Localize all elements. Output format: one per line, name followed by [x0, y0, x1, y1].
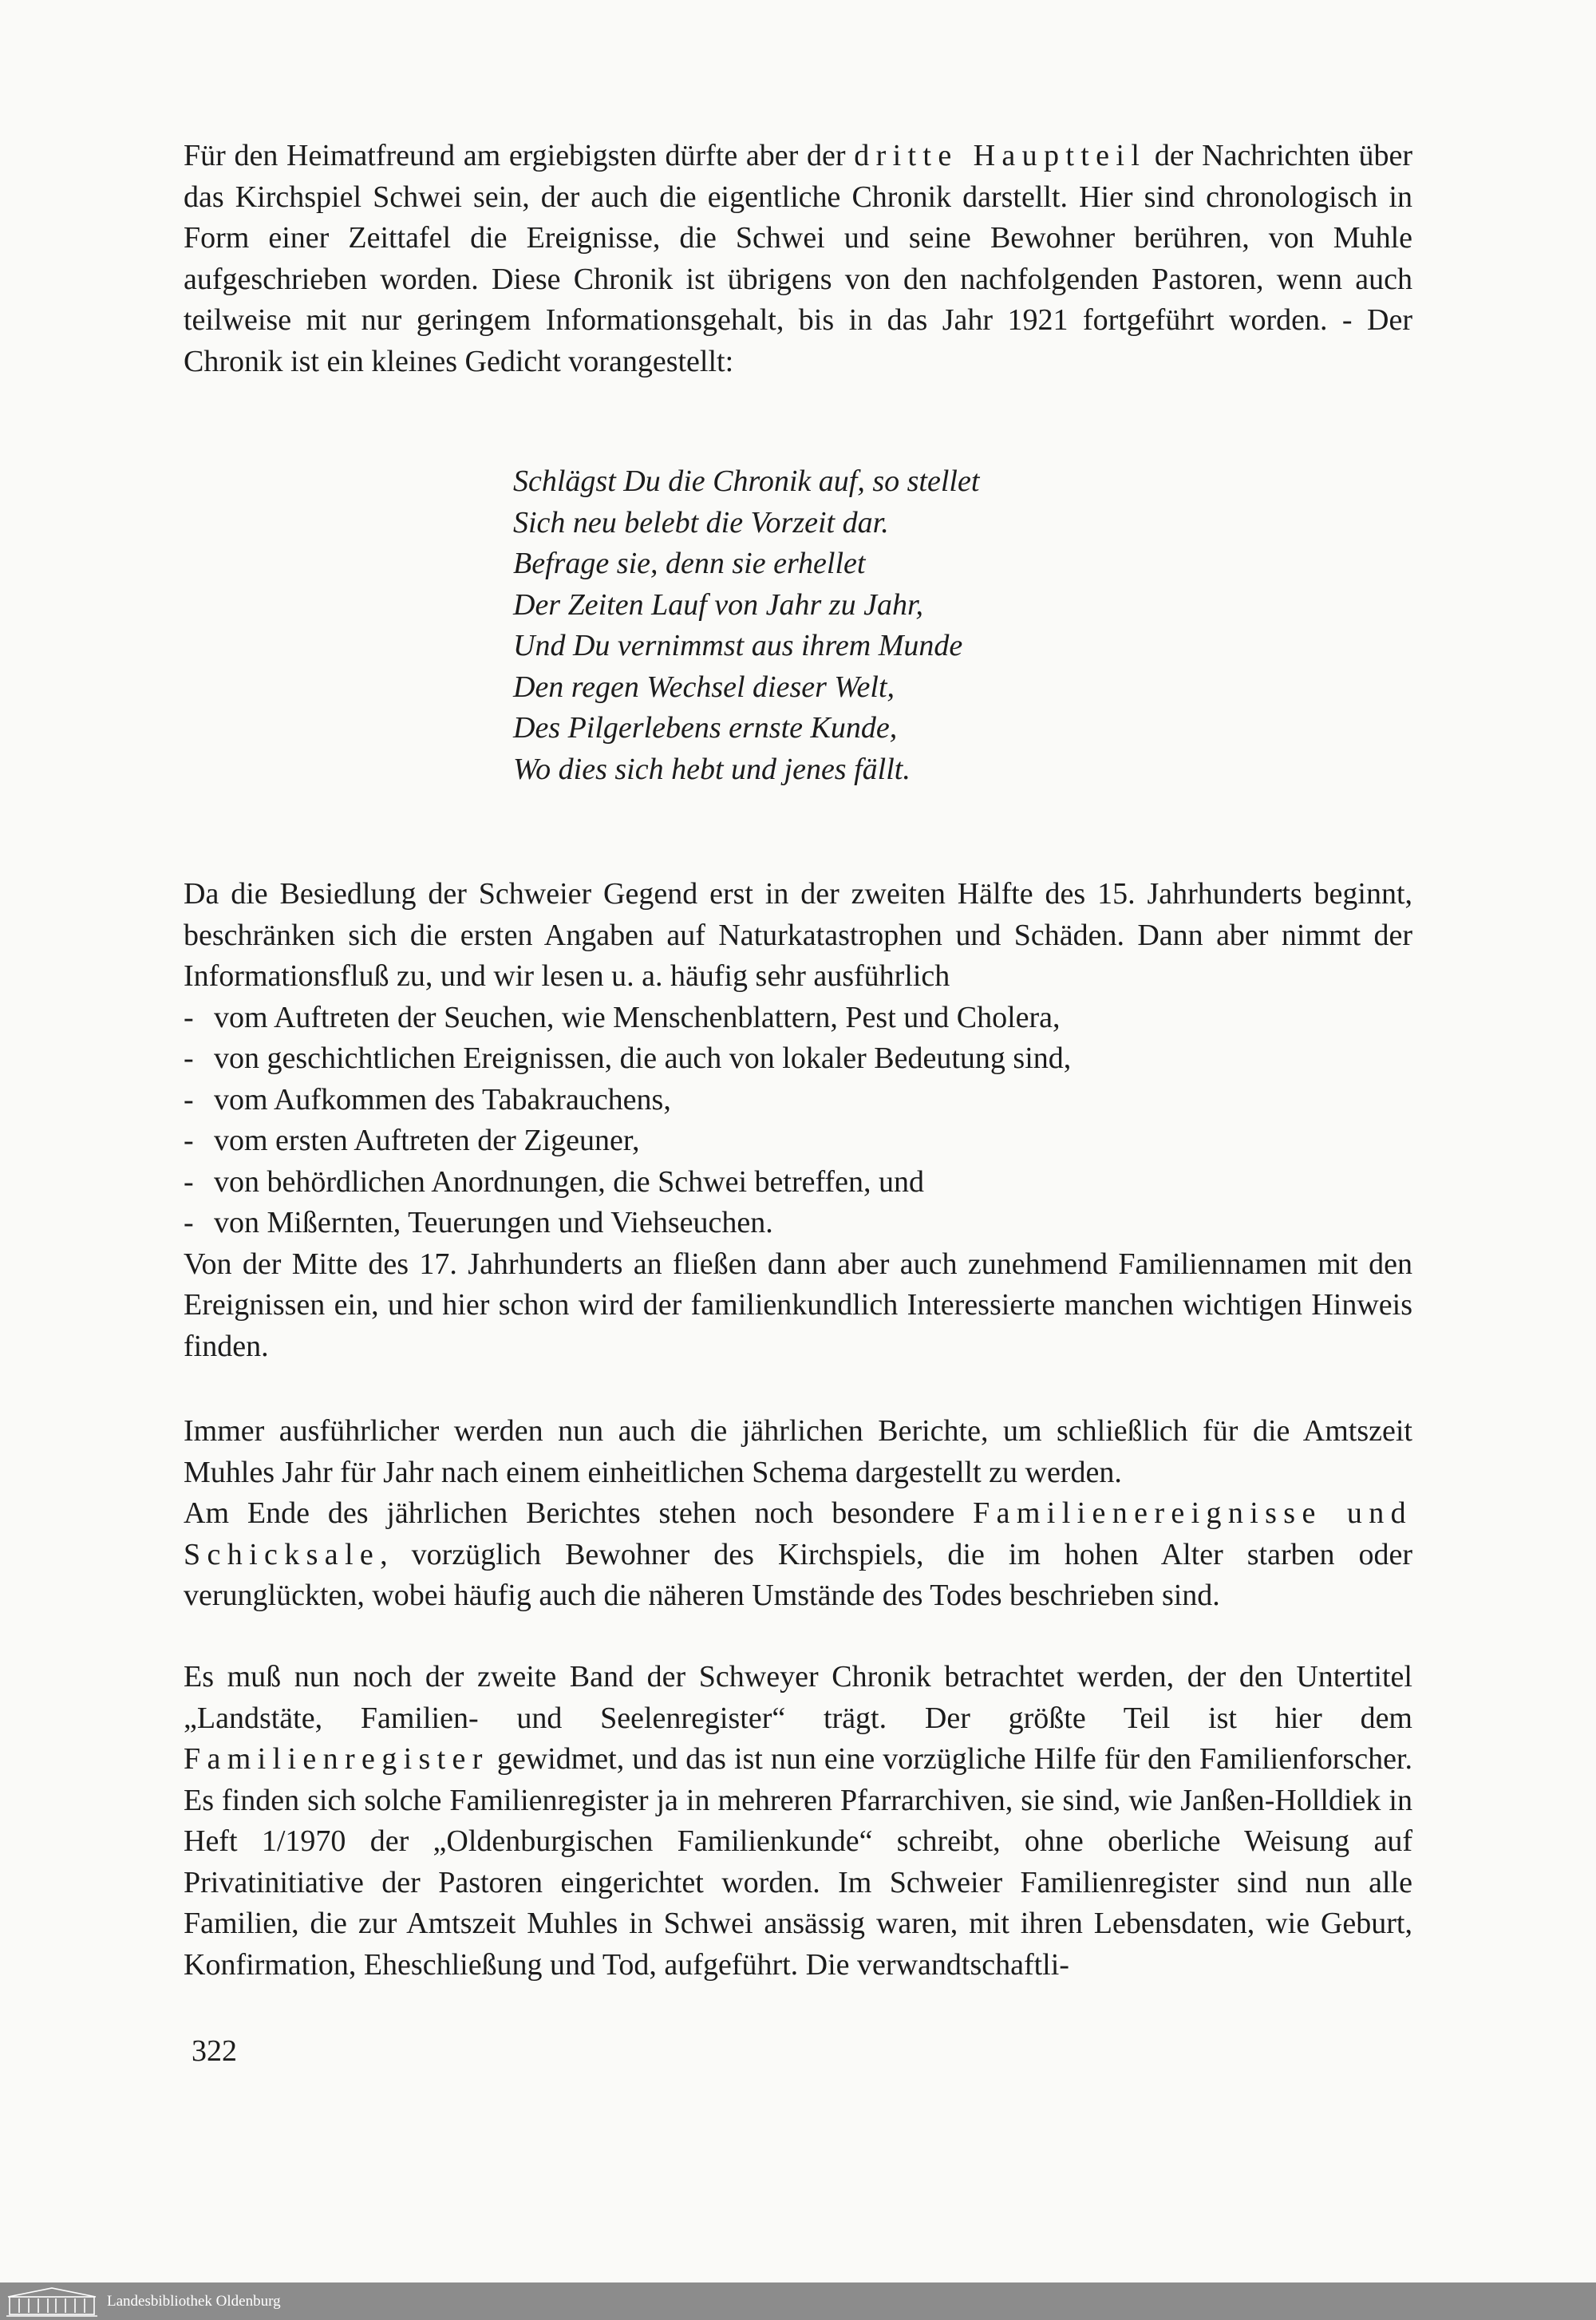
library-building-icon: [5, 2286, 99, 2318]
poem-line: Schlägst Du die Chronik auf, so stellet: [513, 464, 980, 498]
poem-line: Und Du vernimmst aus ihrem Munde: [513, 629, 963, 662]
emphasis-spaced-text: dritte Hauptteil: [854, 139, 1147, 172]
paragraph-text: Von der Mitte des 17. Jahrhunderts an fließen dann aber auch zunehmend Familiennamen mit den Ereignissen ein, und hier schon wird der familienkundlich Interessierte manchen wichtigen Hinweis finden.: [184, 1247, 1412, 1363]
poem-line: Den regen Wechsel dieser Welt,: [513, 670, 895, 704]
paragraph-text: Da die Besiedlung der Schweier Gegend erst in der zweiten Hälfte des 15. Jahrhunderts beginnt, beschränken sich die ersten Angaben auf Naturkatastrophen und Schäden. Dann aber nimmt der Informationsfluß zu, und wir lesen u. a. häufig sehr ausführlich: [184, 877, 1412, 993]
list-item: - vom ersten Auftreten der Zigeuner,: [184, 1120, 1412, 1162]
list-item: - von behördlichen Anordnungen, die Schwei betreffen, und: [184, 1162, 1412, 1203]
paragraph-annual-reports: [184, 1411, 1412, 1617]
poem-line: Wo dies sich hebt und jenes fällt.: [513, 752, 911, 786]
list-item: - vom Auftreten der Seuchen, wie Menschenblattern, Pest und Cholera,: [184, 998, 1412, 1039]
event-list: [184, 998, 1412, 1244]
emphasis-spaced-text: Familienereignisse und Schicksale: [184, 1496, 1412, 1571]
paragraph-settlement: [184, 874, 1412, 1367]
paragraph-text: , vorzüglich Bewohner des Kirchspiels, die im hohen Alter starben oder verunglückten, wobei häufig auch die näheren Umstände des Todes beschrieben sind.: [184, 1537, 1412, 1612]
paragraph-text: der Nachrichten über das Kirchspiel Schwei sein, der auch die eigentliche Chronik darstellt. Hier sind chronologisch in Form einer Zeittafel die Ereignisse, die Schwei und seine Bewohner berühren, von Muhle aufgeschrieben worden. Diese Chronik ist übrigens von den nachfolgenden Pastoren, wenn auch teilweise mit nur geringem Informationsgehalt, bis in das Jahr 1921 fortgeführt worden. - Der Chronik ist ein kleines Gedicht vorangestellt:: [184, 139, 1413, 378]
paragraph-text: Es muß nun noch der zweite Band der Schweyer Chronik betrachtet werden, der den Untertitel „Landstäte, Familien- und Seelenregister“ trägt. Der größte Teil ist hier dem: [184, 1660, 1412, 1735]
paragraph-text: Für den Heimatfreund am ergiebigsten dürfte aber der: [184, 139, 855, 172]
paragraph-text: Am Ende des jährlichen Berichtes stehen noch besondere: [184, 1496, 974, 1530]
poem-line: Sich neu belebt die Vorzeit dar.: [513, 505, 889, 539]
emphasis-spaced-text: Familienregister: [184, 1742, 489, 1776]
poem-line: Des Pilgerlebens ernste Kunde,: [513, 711, 898, 745]
paragraph-family-register: [184, 1657, 1412, 1986]
list-item: - von geschichtlichen Ereignissen, die auch von lokaler Bedeutung sind,: [184, 1038, 1412, 1080]
footer-bar: [0, 2282, 1596, 2320]
paragraph-text: gewidmet, und das ist nun eine vorzügliche Hilfe für den Familienforscher. Es finden sich solche Familienregister ja in mehreren Pfarrarchiven, sie sind, wie Janßen-Holldiek in Heft 1/1970 der „Oldenburgischen Familienkunde“ schreibt, ohne oberliche Weisung auf Privatinitiative der Pastoren eingerichtet worden. Im Schweier Familienregister sind nun alle Familien, die zur Amtszeit Muhles in Schwei ansässig waren, mit ihren Lebensdaten, wie Geburt, Konfirmation, Eheschließung und Tod, aufgeführt. Die verwandtschaftli-: [184, 1742, 1412, 1982]
paragraph-chronicle-intro: [184, 136, 1412, 382]
paragraph-text: Immer ausführlicher werden nun auch die jährlichen Berichte, um schließlich für die Amtszeit Muhles Jahr für Jahr nach einem einheitlichen Schema dargestellt zu werden.: [184, 1414, 1412, 1489]
poem: [513, 461, 979, 790]
list-item: - von Mißernten, Teuerungen und Viehseuchen.: [184, 1203, 1412, 1244]
page-number: 322: [192, 2034, 237, 2068]
poem-line: Der Zeiten Lauf von Jahr zu Jahr,: [513, 587, 924, 622]
poem-line: Befrage sie, denn sie erhellet: [513, 547, 866, 580]
library-label: Landesbibliothek Oldenburg: [107, 2292, 281, 2310]
list-item: - vom Aufkommen des Tabakrauchens,: [184, 1080, 1412, 1121]
